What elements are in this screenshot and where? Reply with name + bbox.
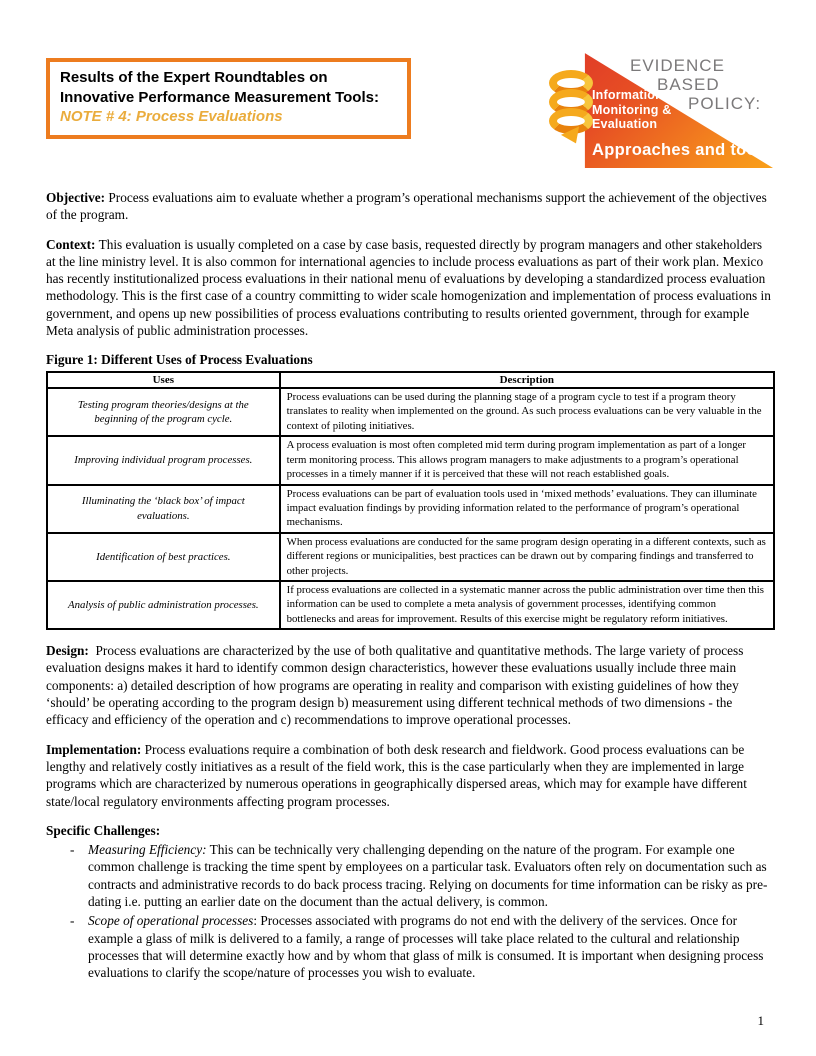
logo-text-policy: POLICY: [688, 94, 762, 113]
document-subtitle: NOTE # 4: Process Evaluations [60, 108, 283, 125]
document-title: Results of the Expert Roundtables on Innovative Performance Measurement Tools: [60, 69, 379, 106]
description-column-header: Description [280, 372, 774, 388]
evidence-based-policy-logo [545, 52, 773, 168]
challenge-label: Scope of operational processes [88, 913, 254, 929]
implementation-section [46, 741, 775, 810]
objective-text: Process evaluations aim to evaluate whether a program’s operational mechanisms support the achievement of the objectives of the program. [46, 190, 767, 223]
description-cell: Process evaluations can be used during the planning stage of a program cycle to test if a program theory translates to reality when implemented on the ground. As such process evaluations can be very valuable in the context of piloting initiatives. [280, 388, 774, 436]
dash-bullet: - [70, 842, 75, 858]
logo-banner-text: Approaches and tools [592, 141, 772, 159]
specific-challenges-heading: Specific Challenges: [46, 822, 161, 838]
figure-caption: Figure 1: Different Uses of Process Evaluations [46, 352, 313, 368]
process-evaluations-uses-table [46, 371, 775, 631]
design-text: Process evaluations are characterized by the use of both qualitative and quantitative methods. The large variety of process evaluation designs makes it hard to identify common design characteristics, however these evaluations usually include three main components: a) detailed description of how programs are operating in reality and comparison with existing guidelines of how they ‘should’ be operating according to the program design b) measurement using different technical methods of two dimensions - the efficacy and efficiency of the operation and c) recommendations to improve operational processes. [46, 643, 744, 728]
use-cell: Illuminating the ‘black box’ of impact evaluations. [47, 485, 280, 533]
challenge-item [46, 841, 775, 910]
description-cell: A process evaluation is most often completed mid term during program implementation as part of a longer term monitoring process. This allows program managers to make adjustments to a program’s operational processes in a timely manner if it is perceived that these will not reach established goals. [280, 436, 774, 484]
table-row [47, 485, 774, 533]
challenge-text: This can be technically very challenging depending on the nature of the program. For example one common challenge is tracking the time spent by employees on a particular task. Evaluators often rely on documentation such as contracts and administrative records to do back process tracing. Relying on documents for time information can be risky as pre-dating i.e. putting an earlier date on the document than the actual delivery, is common. [88, 842, 768, 910]
challenge-item [46, 912, 775, 981]
description-cell: Process evaluations can be part of evaluation tools used in ‘mixed methods’ evaluations. They can illuminate impact evaluation findings by providing information related to the performance of program’s operational mechanisms. [280, 485, 774, 533]
table-header-row [47, 372, 774, 388]
table-row [47, 581, 774, 629]
context-section [46, 236, 775, 340]
description-cell: When process evaluations are conducted for the same program design operating in a different contexts, such as different regions or municipalities, best practices can be drawn out by comparing findings and transferred to other projects. [280, 533, 774, 581]
logo-triangle-text [592, 88, 671, 132]
objective-label: Objective: [46, 190, 106, 205]
table-row [47, 533, 774, 581]
description-cell: If process evaluations are collected in a systematic manner across the public administration over time then this information can be used to complete a meta analysis of government processes, identifying common bottlenecks and areas for improvement. Results of this exercise might be regulatory reform initiatives. [280, 581, 774, 629]
logo-text-monitoring: Monitoring & [592, 102, 672, 117]
table-row [47, 436, 774, 484]
logo-text-evaluation: Evaluation [592, 117, 658, 131]
dash-bullet: - [70, 913, 75, 929]
logo-text-evidence: EVIDENCE [630, 56, 725, 75]
logo-text-based: BASED [657, 75, 720, 94]
context-text: This evaluation is usually completed on a case by case basis, requested directly by program managers and other stakeholders at the line ministry level. It is also common for international agencies to include process evaluations as part of their work plan. Mexico has recently institutionalized process evaluations in their national menu of evaluations by developing a standardized process evaluation methodology. This is the first case of a country committing to wider scale homogenization and implementation of process evaluations in government, and opens up new possibilities of process evaluations contributing to results oriented government, through for example Meta analysis of public administration processes. [46, 236, 771, 339]
use-cell: Identification of best practices. [47, 533, 280, 581]
use-cell: Improving individual program processes. [47, 436, 280, 484]
design-label: Design: [46, 643, 89, 659]
implementation-label: Implementation: [46, 741, 142, 757]
table-row [47, 388, 774, 436]
design-section [46, 642, 775, 728]
challenge-text: : Processes associated with programs do not end with the delivery of the services. Once for example a glass of milk is delivered to a family, a range of processes will take place related to the cultural and relationship processes that will determine exactly how and by whom that glass of milk is consumed. It is important when designing process evaluations to clarify the scope/nature of processes you wish to evaluate. [88, 913, 764, 981]
objective-section [46, 189, 775, 224]
document-title-box [46, 58, 411, 139]
document-body [46, 189, 775, 982]
use-cell: Testing program theories/designs at the beginning of the program cycle. [47, 388, 280, 436]
challenge-label: Measuring Efficiency: [88, 842, 207, 858]
uses-column-header: Uses [47, 372, 280, 388]
logo-text-information: Information [592, 88, 663, 102]
context-label: Context: [46, 236, 96, 252]
use-cell: Analysis of public administration processes. [47, 581, 280, 629]
page-number: 1 [757, 1013, 764, 1028]
implementation-text: Process evaluations require a combination of both desk research and fieldwork. Good process evaluations can be lengthy and relatively costly initiatives as a result of the field work, this is the case particularly when they are implemented in large programs which are characterized by numerous operations in geographically dispersed areas, which may for example have different state/local regulatory environments affecting program processes. [46, 741, 747, 809]
